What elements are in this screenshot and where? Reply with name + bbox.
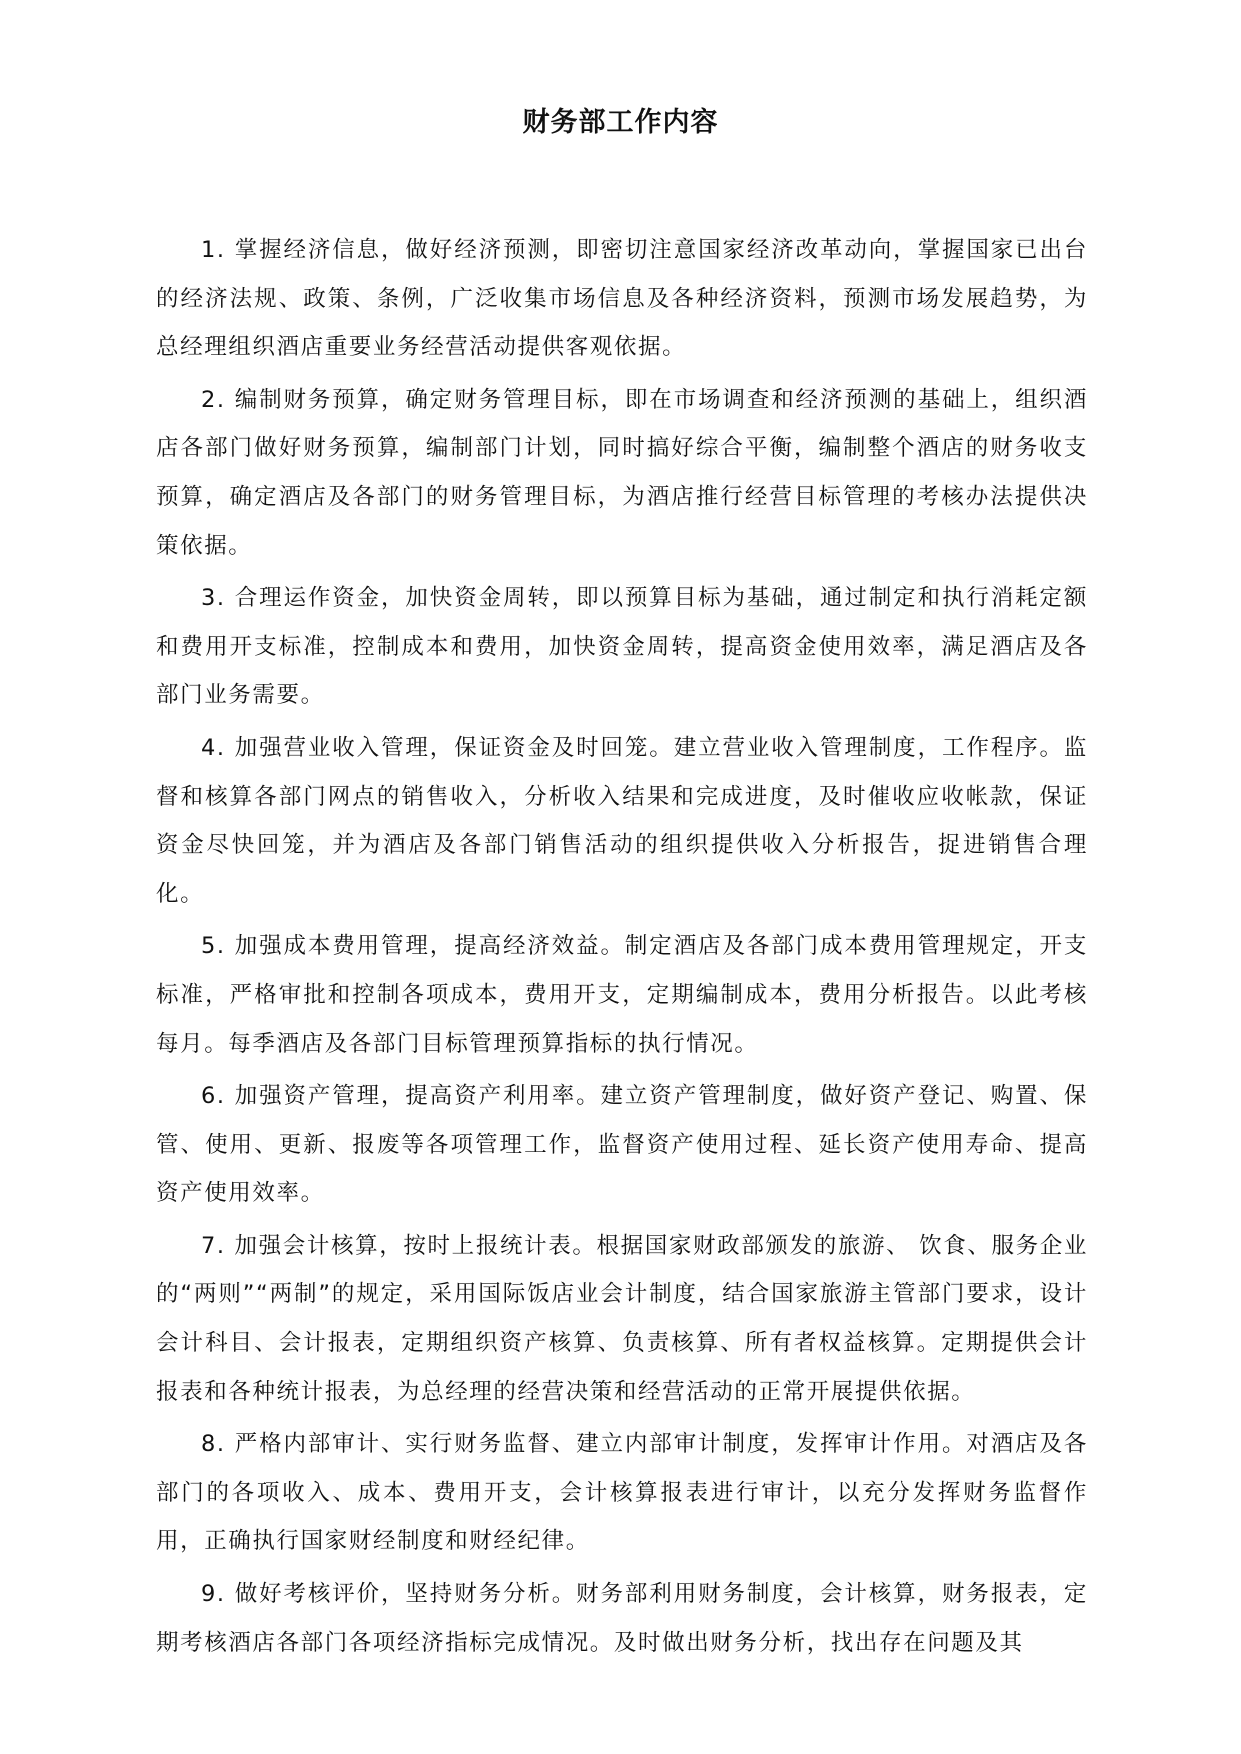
document-body: [156, 226, 1088, 1671]
paragraph-1: 1. 掌握经济信息，做好经济预测，即密切注意国家经济改革动向，掌握国家已出台的经济法规、政策、条例，广泛收集市场信息及各种经济资料，预测市场发展趋势，为总经理组织酒店重要业务经营活动提供客观依据。: [156, 237, 1088, 361]
paragraph-4: 4. 加强营业收入管理，保证资金及时回笼。建立营业收入管理制度，工作程序。监督和核算各部门网点的销售收入，分析收入结果和完成进度，及时催收应收帐款，保证资金尽快回笼，并为酒店及各部门销售活动的组织提供收入分析报告，捉进销售合理化。: [156, 734, 1088, 907]
paragraph-3: 3. 合理运作资金，加快资金周转，即以预算目标为基础，通过制定和执行消耗定额和费用开支标准，控制成本和费用，加快资金周转，提高资金使用效率，满足酒店及各部门业务需要。: [156, 585, 1088, 709]
paragraph-5: 5. 加强成本费用管理，提高经济效益。制定酒店及各部门成本费用管理规定，开支标准，严格审批和控制各项成本，费用开支，定期编制成本，费用分析报告。以此考核每月。每季酒店及各部门目标管理预算指标的执行情况。: [156, 933, 1088, 1057]
paragraph-8: 8. 严格内部审计、实行财务监督、建立内部审计制度，发挥审计作用。对酒店及各部门的各项收入、成本、费用开支，会计核算报表进行审计，以充分发挥财务监督作用，正确执行国家财经制度和财经纪律。: [156, 1431, 1088, 1555]
paragraph-2: 2. 编制财务预算，确定财务管理目标，即在市场调查和经济预测的基础上，组织酒店各部门做好财务预算，编制部门计划，同时搞好综合平衡，编制整个酒店的财务收支预算，确定酒店及各部门的财务管理目标，为酒店推行经营目标管理的考核办法提供决策依据。: [156, 386, 1088, 559]
paragraph-6: 6. 加强资产管理，提高资产利用率。建立资产管理制度，做好资产登记、购置、保管、使用、更新、报废等各项管理工作，监督资产使用过程、延长资产使用寿命、提高资产使用效率。: [156, 1083, 1088, 1207]
paragraph-9: 9. 做好考核评价，坚持财务分析。财务部利用财务制度，会计核算，财务报表，定期考核酒店各部门各项经济指标完成情况。及时做出财务分析，找出存在问题及其: [156, 1581, 1088, 1656]
paragraph-7: 7. 加强会计核算，按时上报统计表。根据国家财政部颁发的旅游、 饮食、服务企业的“两则”“两制”的规定，采用国际饭店业会计制度，结合国家旅游主管部门要求，设计会计科目、会计报表，定期组织资产核算、负责核算、所有者权益核算。定期提供会计报表和各种统计报表，为总经理的经营决策和经营活动的正常开展提供依据。: [156, 1232, 1088, 1405]
page-title: 财务部工作内容: [522, 107, 719, 138]
